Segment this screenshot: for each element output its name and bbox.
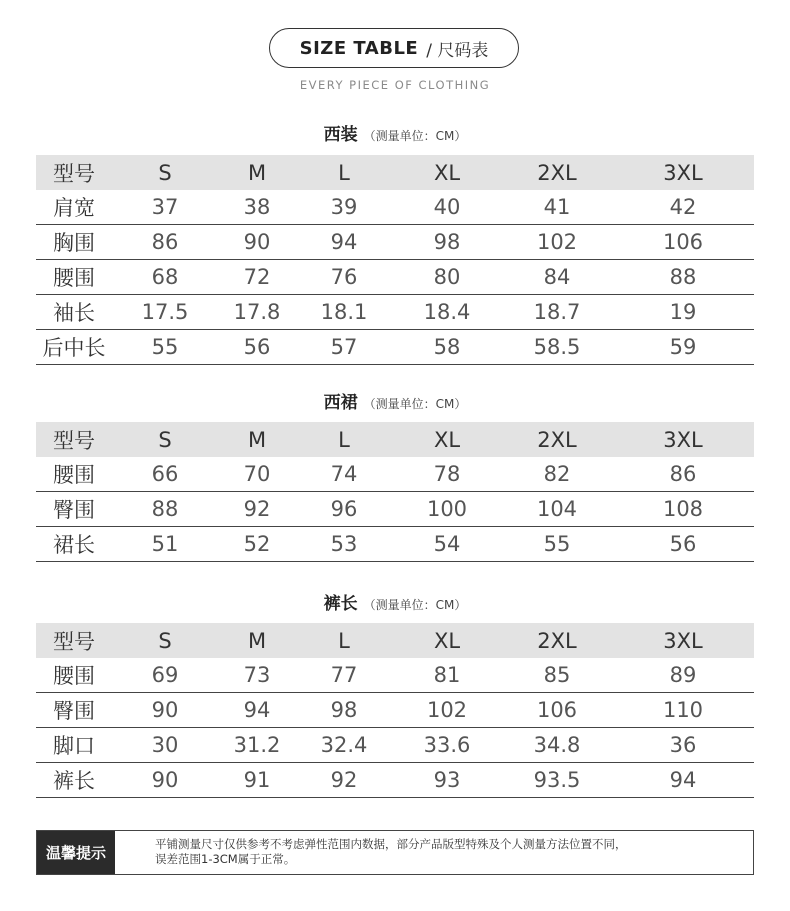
table-row xyxy=(36,260,754,295)
header-cell-size: XL xyxy=(392,155,502,190)
section-unit: （测量单位：CM） xyxy=(363,598,467,612)
table-cell: 76 xyxy=(296,260,392,295)
table-cell: 59 xyxy=(612,330,754,365)
table-cell: 100 xyxy=(392,492,502,527)
table-cell: 94 xyxy=(296,225,392,260)
table-cell: 39 xyxy=(296,190,392,225)
table-cell: 34.8 xyxy=(502,728,612,763)
section-title-pants xyxy=(0,589,790,614)
table-cell: 69 xyxy=(112,658,218,693)
header-subtitle: EVERY PIECE OF CLOTHING xyxy=(299,78,491,92)
table-cell: 56 xyxy=(612,527,754,562)
notice-box xyxy=(36,830,754,875)
table-cell: 68 xyxy=(112,260,218,295)
table-cell: 53 xyxy=(296,527,392,562)
table-cell: 85 xyxy=(502,658,612,693)
row-label-cell: 后中长 xyxy=(36,330,112,365)
size-table-suit xyxy=(36,155,754,365)
table-cell: 93 xyxy=(392,763,502,798)
section-name: 西裙 xyxy=(323,393,358,413)
row-label-cell: 裙长 xyxy=(36,527,112,562)
header-cell-label: 型号 xyxy=(36,623,112,658)
table-cell: 58.5 xyxy=(502,330,612,365)
table-cell: 98 xyxy=(392,225,502,260)
table-cell: 94 xyxy=(218,693,296,728)
row-label-cell: 腰围 xyxy=(36,658,112,693)
row-label-cell: 脚口 xyxy=(36,728,112,763)
table-cell: 108 xyxy=(612,492,754,527)
section-name: 西装 xyxy=(323,125,358,145)
table-cell: 84 xyxy=(502,260,612,295)
size-table-header xyxy=(269,28,519,68)
header-cell-size: 2XL xyxy=(502,422,612,457)
table-cell: 82 xyxy=(502,457,612,492)
table-cell: 92 xyxy=(218,492,296,527)
table-cell: 86 xyxy=(112,225,218,260)
table-row xyxy=(36,225,754,260)
row-label-cell: 裤长 xyxy=(36,763,112,798)
section-unit: （测量单位：CM） xyxy=(363,129,467,143)
table-cell: 90 xyxy=(218,225,296,260)
table-cell: 88 xyxy=(612,260,754,295)
table-row xyxy=(36,492,754,527)
table-cell: 70 xyxy=(218,457,296,492)
table-cell: 90 xyxy=(112,763,218,798)
notice-line-1: 平铺测量尺寸仅供参考不考虑弹性范围内数据，部分产品版型特殊及个人测量方法位置不同， xyxy=(155,837,627,851)
row-label-cell: 臀围 xyxy=(36,492,112,527)
table-cell: 92 xyxy=(296,763,392,798)
table-cell: 57 xyxy=(296,330,392,365)
header-title-en: SIZE TABLE xyxy=(299,37,419,59)
section-name: 裤长 xyxy=(323,594,358,614)
header-cell-size: L xyxy=(296,623,392,658)
table-cell: 66 xyxy=(112,457,218,492)
table-cell: 93.5 xyxy=(502,763,612,798)
table-cell: 19 xyxy=(612,295,754,330)
table-row xyxy=(36,295,754,330)
table-cell: 106 xyxy=(612,225,754,260)
header-cell-size: S xyxy=(112,155,218,190)
header-cell-size: L xyxy=(296,422,392,457)
notice-line-2: 误差范围1-3CM属于正常。 xyxy=(155,852,296,866)
table-cell: 90 xyxy=(112,693,218,728)
table-cell: 18.1 xyxy=(296,295,392,330)
section-unit: （测量单位：CM） xyxy=(363,397,467,411)
table-row xyxy=(36,190,754,225)
row-label-cell: 腰围 xyxy=(36,457,112,492)
header-cell-label: 型号 xyxy=(36,155,112,190)
table-cell: 32.4 xyxy=(296,728,392,763)
table-cell: 72 xyxy=(218,260,296,295)
table-cell: 54 xyxy=(392,527,502,562)
table-cell: 55 xyxy=(502,527,612,562)
row-label-cell: 袖长 xyxy=(36,295,112,330)
table-cell: 17.8 xyxy=(218,295,296,330)
table-row xyxy=(36,457,754,492)
header-cell-size: 3XL xyxy=(612,155,754,190)
table-row xyxy=(36,330,754,365)
table-cell: 88 xyxy=(112,492,218,527)
table-row xyxy=(36,658,754,693)
table-cell: 18.7 xyxy=(502,295,612,330)
header-cell-size: 2XL xyxy=(502,623,612,658)
table-cell: 78 xyxy=(392,457,502,492)
table-cell: 104 xyxy=(502,492,612,527)
table-cell: 55 xyxy=(112,330,218,365)
table-cell: 51 xyxy=(112,527,218,562)
table-row xyxy=(36,763,754,798)
table-cell: 18.4 xyxy=(392,295,502,330)
row-label-cell: 肩宽 xyxy=(36,190,112,225)
table-cell: 40 xyxy=(392,190,502,225)
header-cell-size: 2XL xyxy=(502,155,612,190)
table-cell: 74 xyxy=(296,457,392,492)
table-cell: 77 xyxy=(296,658,392,693)
table-cell: 102 xyxy=(502,225,612,260)
table-cell: 106 xyxy=(502,693,612,728)
table-cell: 36 xyxy=(612,728,754,763)
table-cell: 98 xyxy=(296,693,392,728)
table-row xyxy=(36,527,754,562)
header-cell-size: M xyxy=(218,155,296,190)
table-cell: 80 xyxy=(392,260,502,295)
table-cell: 94 xyxy=(612,763,754,798)
table-cell: 56 xyxy=(218,330,296,365)
table-cell: 38 xyxy=(218,190,296,225)
header-cell-size: S xyxy=(112,422,218,457)
table-row xyxy=(36,728,754,763)
table-cell: 96 xyxy=(296,492,392,527)
row-label-cell: 腰围 xyxy=(36,260,112,295)
table-cell: 91 xyxy=(218,763,296,798)
section-title-skirt xyxy=(0,388,790,413)
table-header-row xyxy=(36,155,754,190)
size-table-pants xyxy=(36,623,754,798)
table-cell: 30 xyxy=(112,728,218,763)
header-cell-size: M xyxy=(218,623,296,658)
header-cell-size: L xyxy=(296,155,392,190)
table-cell: 102 xyxy=(392,693,502,728)
header-cell-size: 3XL xyxy=(612,422,754,457)
header-cell-label: 型号 xyxy=(36,422,112,457)
table-cell: 52 xyxy=(218,527,296,562)
header-cell-size: XL xyxy=(392,422,502,457)
table-cell: 42 xyxy=(612,190,754,225)
table-cell: 89 xyxy=(612,658,754,693)
table-header-row xyxy=(36,623,754,658)
table-cell: 31.2 xyxy=(218,728,296,763)
table-header-row xyxy=(36,422,754,457)
table-cell: 58 xyxy=(392,330,502,365)
table-cell: 37 xyxy=(112,190,218,225)
header-cell-size: XL xyxy=(392,623,502,658)
notice-text xyxy=(115,831,627,874)
table-cell: 110 xyxy=(612,693,754,728)
table-cell: 73 xyxy=(218,658,296,693)
header-cell-size: 3XL xyxy=(612,623,754,658)
header-cell-size: M xyxy=(218,422,296,457)
header-cell-size: S xyxy=(112,623,218,658)
section-title-suit xyxy=(0,120,790,145)
row-label-cell: 胸围 xyxy=(36,225,112,260)
table-cell: 81 xyxy=(392,658,502,693)
table-row xyxy=(36,693,754,728)
size-table-skirt xyxy=(36,422,754,562)
header-title-zh: / 尺码表 xyxy=(426,40,489,61)
table-cell: 86 xyxy=(612,457,754,492)
row-label-cell: 臀围 xyxy=(36,693,112,728)
table-cell: 41 xyxy=(502,190,612,225)
table-cell: 17.5 xyxy=(112,295,218,330)
table-cell: 33.6 xyxy=(392,728,502,763)
notice-label: 温馨提示 xyxy=(37,831,115,874)
